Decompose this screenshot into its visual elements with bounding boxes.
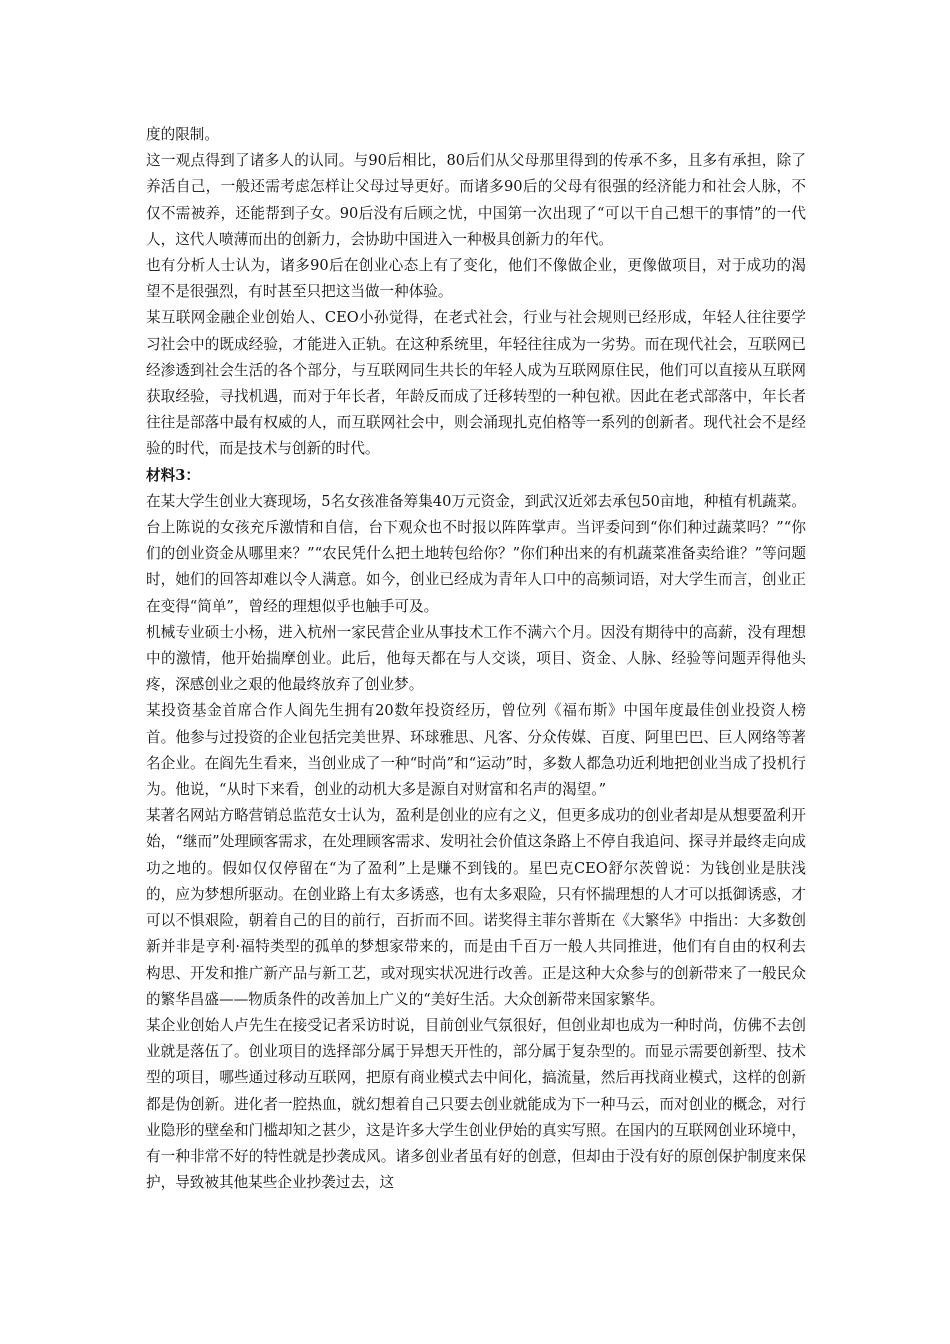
paragraph-2: 这一观点得到了诸多人的认同。与90后相比，80后们从父母那里得到的传承不多，且多有承担，除了养活自己，一般还需考虑怎样让父母过导更好。而诸多90后的父母有很强的经济能力和社会人脉，不仅不需被养，还能帮到子女。90后没有后顾之忧，中国第一次出现了“可以干自己想干的事情”的一代人，这代人喷薄而出的创新力，会协助中国进入一种极具创新力的年代。 bbox=[146, 152, 806, 248]
paragraph-7: 某投资基金首席合作人阎先生拥有20数年投资经历，曾位列《福布斯》中国年度最佳创业投资人榜首。他参与过投资的企业包括完美世界、环球雅思、凡客、分众传媒、百度、阿里巴巴、巨人网络等著名企业。在阎先生看来，当创业成了一种“时尚”和“运动”时，多数人都急功近利地把创业当成了投机行为。他说，“从时下来看，创业的动机大多是源自对财富和名声的渴望。” bbox=[146, 702, 806, 799]
paragraph-5: 在某大学生创业大赛现场，5名女孩准备筹集40万元资金，到武汉近郊去承包50亩地，种植有机蔬菜。台上陈说的女孩充斥激情和自信，台下观众也不时报以阵阵掌声。当评委问到“你们种过蔬菜吗？”“你们的创业资金从哪里来？”“农民凭什么把土地转包给你？”你们种出来的有机蔬菜准备卖给谁？”等问题时，她们的回答却难以令人满意。如今，创业已经成为青年人口中的高频词语，对大学生而言，创业正在变得“简单”，曾经的理想似乎也触手可及。 bbox=[146, 492, 806, 615]
document-page bbox=[146, 122, 806, 1196]
paragraph-4: 某互联网金融企业创始人、CEO小孙觉得，在老式社会，行业与社会规则已经形成，年轻人往往要学习社会中的既成经验，才能进入正轨。在这种系统里，年轻往往成为一劣势。而在现代社会，互联网已经渗透到社会生活的各个部分，与互联网同生共长的年轻人成为互联网原住民，他们可以直接从互联网获取经验，寻找机遇，而对于年长者，年龄反而成了迁移转型的一种包袱。因此在老式部落中，年长者往往是部落中最有权威的人，而互联网社会中，则会涌现扎克伯格等一系列的创新者。现代社会不是经验的时代，而是技术与创新的时代。 bbox=[146, 309, 806, 458]
section-heading-material-3: 材料3： bbox=[146, 466, 200, 484]
paragraph-3: 也有分析人士认为，诸多90后在创业心态上有了变化，他们不像做企业，更像做项目，对于成功的渴望不是很强烈，有时甚至只把这当做一种体验。 bbox=[146, 257, 806, 301]
paragraph-9: 某企业创始人卢先生在接受记者采访时说，目前创业气氛很好，但创业却也成为一种时尚，仿佛不去创业就是落伍了。创业项目的选择部分属于异想天开性的，部分属于复杂型的。而显示需要创新型、技术型的项目，哪些通过移动互联网，把原有商业模式去中间化，搞流量，然后再找商业模式，这样的创新都是伪创新。进化者一腔热血，就幻想着自己只要去创业就能成为下一种马云，而对创业的概念，对行业隐形的壁垒和门槛却知之甚少，这是许多大学生创业伊始的真实写照。在国内的互联网创业环境中，有一种非常不好的特性就是抄袭成风。诸多创业者虽有好的创意，但却由于没有好的原创保护制度来保护，导致被其他某些企业抄袭过去，这 bbox=[146, 1016, 806, 1192]
paragraph-8: 某著名网站方略营销总监范女士认为，盈利是创业的应有之义，但更多成功的创业者却是从想要盈利开始，“继而”处理顾客需求，在处理顾客需求、发明社会价值这条路上不停自我追问、探寻并最终走向成功之地的。假如仅仅停留在“为了盈利”上是赚不到钱的。星巴克CEO舒尔茨曾说：为钱创业是肤浅的，应为梦想所驱动。在创业路上有太多诱惑，也有太多艰险，只有怀揣理想的人才可以抵御诱惑，才可以不惧艰险，朝着自己的目的前行，百折而不回。诺奖得主菲尔普斯在《大繁华》中指出：大多数创新并非是亨利·福特类型的孤单的梦想家带来的，而是由千百万一般人共同推进，他们有自由的权利去构思、开发和推广新产品与新工艺，或对现实状况进行改善。正是这种大众参与的创新带来了一般民众的繁华昌盛——物质条件的改善加上广义的“美好生活。大众创新带来国家繁华。 bbox=[146, 807, 806, 1008]
paragraph-6: 机械专业硕士小杨，进入杭州一家民营企业从事技术工作不满六个月。因没有期待中的高薪，没有理想中的激情，他开始揣摩创业。此后，他每天都在与人交谈，项目、资金、人脉、经验等问题弄得他头疼，深感创业之艰的他最终放弃了创业梦。 bbox=[146, 623, 806, 694]
paragraph-1: 度的限制。 bbox=[146, 126, 219, 143]
